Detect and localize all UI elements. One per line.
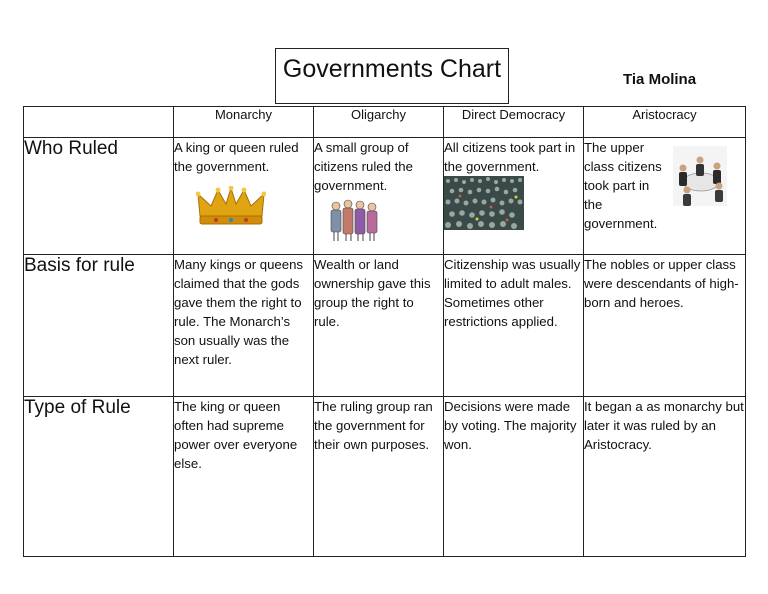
governments-table [23,106,746,557]
cell-aristocracy-type: It began a as monarchy but later it was ruled by an Aristocracy. [584,397,746,557]
cell-monarchy-type: The king or queen often had supreme power over everyone else. [174,397,314,557]
crowd-photo-icon [444,176,524,230]
column-header-aristocracy: Aristocracy [584,107,746,138]
cell-direct-democracy-type: Decisions were made by voting. The majority won. [444,397,584,557]
cell-aristocracy-who-ruled [584,138,746,255]
row-header-who-ruled: Who Ruled [24,138,174,255]
cell-direct-democracy-who-ruled [444,138,584,255]
cell-text: A king or queen ruled the government. [174,140,299,174]
meeting-photo-icon [673,146,727,206]
cell-text: A small group of citizens ruled the government. [314,140,413,193]
cell-text: All citizens took part in the government. [444,140,576,174]
cell-monarchy-who-ruled [174,138,314,255]
column-header-oligarchy: Oligarchy [314,107,444,138]
cell-text: The upper class citizens took part in the government. [584,140,662,231]
cell-oligarchy-basis: Wealth or land ownership gave this group the right to rule. [314,255,444,397]
column-header-direct-democracy: Direct Democracy [444,107,584,138]
cell-aristocracy-basis: The nobles or upper class were descendants of high- born and heroes. [584,255,746,397]
author-name: Tia Molina [623,71,697,88]
column-header-monarchy: Monarchy [174,107,314,138]
table-row [24,397,746,557]
cell-oligarchy-who-ruled [314,138,444,255]
cell-direct-democracy-basis: Citizenship was usually limited to adult males. Sometimes other restrictions applied. [444,255,584,397]
group-of-people-icon [326,197,382,243]
corner-cell [24,107,174,138]
chart-title: Governments Chart [275,48,509,104]
cell-monarchy-basis: Many kings or queens claimed that the gods gave them the right to rule. The Monarch’s son usually was the next ruler. [174,255,314,397]
cell-oligarchy-type: The ruling group ran the government for their own purposes. [314,397,444,557]
crown-icon [196,186,266,228]
row-header-type-of-rule: Type of Rule [24,397,174,557]
row-header-basis-for-rule: Basis for rule [24,255,174,397]
table-row [24,138,746,255]
table-row [24,255,746,397]
